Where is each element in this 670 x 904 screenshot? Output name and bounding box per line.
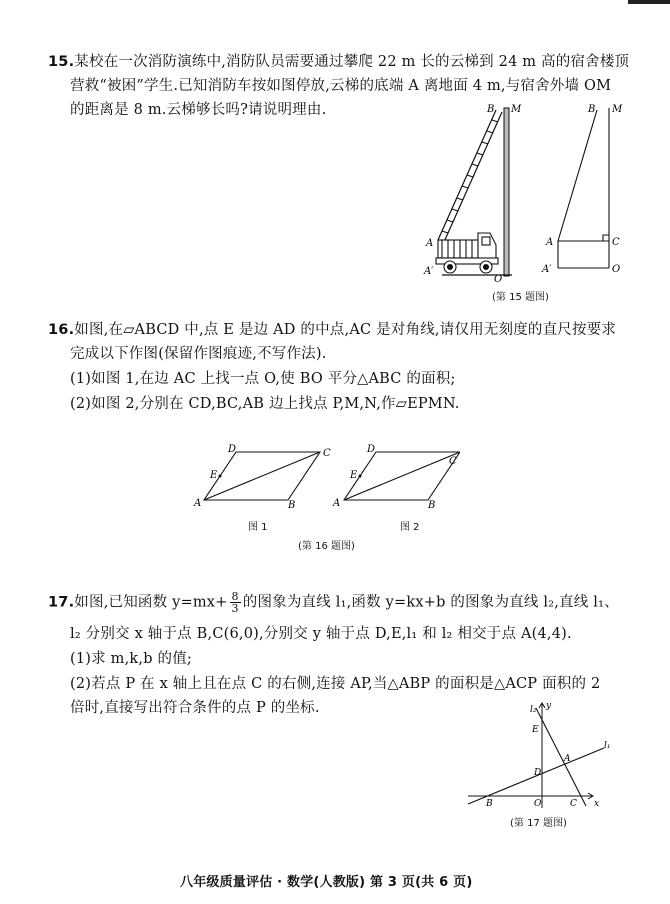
q16-fig2-caption: 图 2 (400, 522, 420, 533)
q17-number: 17. (48, 594, 75, 611)
q16-fig1-point-E (219, 475, 222, 478)
q16-fig2-point-E (359, 475, 362, 478)
q17-figure (464, 698, 614, 810)
q17-part1: (1)求 m,k,b 的值; (70, 651, 192, 667)
q15-label-M: M (511, 104, 522, 115)
q16-fig1-label-D: D (228, 444, 237, 455)
q15-diagram-label-B: B (588, 104, 596, 115)
q17-label-x: x (594, 799, 600, 809)
q17-label-E: E (532, 725, 539, 735)
q16-fig1-caption: 图 1 (248, 522, 268, 533)
q16-fig2-label-E: E (350, 470, 358, 481)
q16-text1: 如图,在▱ABCD 中,点 E 是边 AD 的中点,AC 是对角线,请仅用无刻度的直尺按要求 (74, 322, 617, 338)
q16-fig1-label-B: B (288, 500, 296, 511)
q15-label-A: A (426, 238, 434, 249)
q15-diagram-label-A: A (546, 237, 554, 248)
q15-line1 (48, 52, 629, 72)
q17-label-B: B (486, 799, 493, 809)
q15-label-A-prime: A′ (424, 266, 434, 277)
q17-axes (468, 703, 593, 808)
q17-line2: l₂ 分别交 x 轴于点 B,C(6,0),分别交 y 轴于点 D,E,l₁ 和 l₂ 相交于点 A(4,4). (70, 626, 572, 642)
q15-number: 15. (48, 54, 75, 70)
q17-label-O: O (534, 799, 542, 809)
q17-label-D: D (534, 768, 542, 778)
q17-line-l2 (536, 708, 586, 806)
q17-label-C: C (570, 799, 577, 809)
q16-fig2-label-D: D (367, 444, 376, 455)
q16-number: 16. (48, 322, 75, 338)
q15-caption: (第 15 题图) (492, 292, 549, 303)
q16-part2: (2)如图 2,分别在 CD,BC,AB 边上找点 P,M,N,作▱EPMN. (70, 396, 460, 412)
q16-fig1-label-A: A (194, 498, 202, 509)
q15-diagram-label-O: O (612, 264, 621, 275)
q16-fig2-label-C: C (449, 456, 457, 467)
q17-frac-den: 3 (231, 602, 239, 615)
q15-figure (420, 100, 630, 285)
corner-mark (628, 0, 670, 4)
q16-line1 (48, 320, 616, 340)
q17-text1a: 如图,已知函数 y=mx+ (74, 594, 228, 611)
q16-fig2-label-A: A (333, 498, 341, 509)
q15-diagram (558, 108, 609, 268)
q17-text1b: 的图象为直线 l₁,函数 y=kx+b 的图象为直线 l₂,直线 l₁、 (242, 594, 619, 611)
q15-wall (504, 108, 509, 276)
q17-part2b: 倍时,直接写出符合条件的点 P 的坐标. (70, 700, 320, 716)
q15-diagram-label-M: M (612, 104, 623, 115)
q17-lines (468, 708, 604, 806)
q16-line2: 完成以下作图(保留作图痕迹,不写作法). (70, 346, 327, 362)
q15-label-O: O (494, 274, 503, 285)
q17-frac-num: 8 (231, 590, 239, 603)
q17-label-y: y (546, 701, 552, 711)
q15-line2: 营救“被困”学生.已知消防车按如图停放,云梯的底端 A 离地面 4 m,与宿舍外墙 OM (70, 78, 612, 94)
q16-part1: (1)如图 1,在边 AC 上找一点 O,使 BO 平分△ABC 的面积; (70, 371, 456, 387)
q17-line1 (48, 591, 619, 614)
q15-ladder-rungs (442, 120, 498, 233)
q17-label-l2: l₂ (530, 705, 537, 715)
q16-figures (190, 440, 460, 512)
q15-text1: 某校在一次消防演练中,消防队员需要通过攀爬 22 m 长的云梯到 24 m 高的宿舍楼顶 (74, 54, 630, 70)
q17-fraction (230, 591, 241, 614)
q17-part2a: (2)若点 P 在 x 轴上且在点 C 的右侧,连接 AP,当△ABP 的面积是△ACP 面积的 2 (70, 676, 601, 692)
q15-label-B: B (487, 104, 495, 115)
q15-line3: 的距离是 8 m.云梯够长吗?请说明理由. (70, 102, 327, 118)
q16-fig1-label-E: E (210, 470, 218, 481)
q15-diagram-label-A-prime: A′ (542, 264, 552, 275)
q15-diagram-label-C: C (612, 237, 620, 248)
page-footer: 八年级质量评估 · 数学(人教版) 第 3 页(共 6 页) (180, 875, 473, 890)
q17-caption: (第 17 题图) (510, 818, 567, 829)
q17-label-A: A (564, 754, 571, 764)
q16-fig2-label-B: B (428, 500, 436, 511)
q16-caption: (第 16 题图) (298, 541, 355, 552)
q17-label-l1: l₁ (604, 741, 611, 751)
q16-fig1-label-C: C (323, 448, 331, 459)
